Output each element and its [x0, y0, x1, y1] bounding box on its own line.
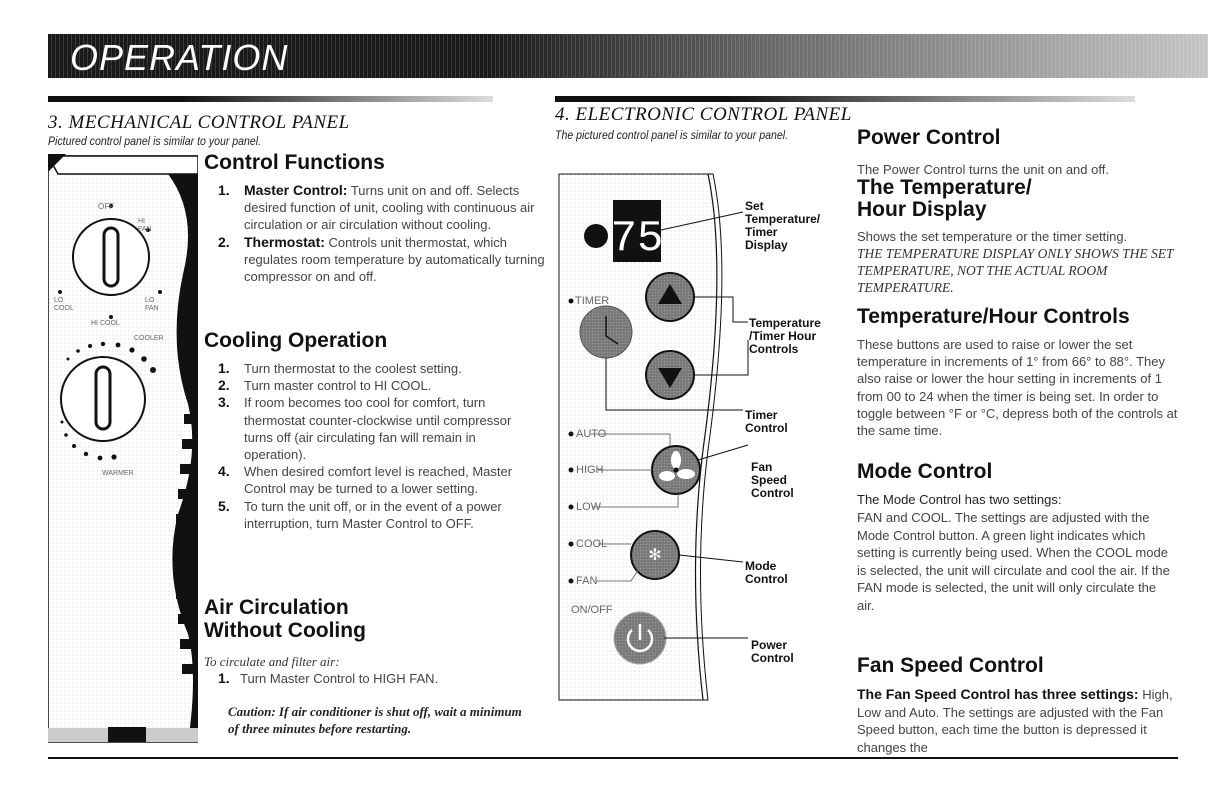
- air-circulation-subtitle: To circulate and filter air:: [204, 654, 340, 669]
- dial-label-hi-fan: HI FAN: [138, 218, 152, 233]
- temperature-display-note: THE TEMPERATURE DISPLAY ONLY SHOWS THE SET TEMPERATURE, NOT THE ACTUAL ROOM TEMPERATURE.: [857, 246, 1174, 295]
- callout-line: Display: [745, 238, 788, 252]
- panel-label-high: HIGH: [576, 464, 604, 476]
- banner-fade: [488, 34, 1208, 78]
- temperature-display-title-2: Hour Display: [857, 198, 987, 221]
- callout-timer: [745, 409, 788, 435]
- section-3-subtitle: Pictured control panel is similar to your panel.: [48, 134, 262, 148]
- fan-speed-control-title: Fan Speed Control: [857, 654, 1044, 677]
- list-text: Turns unit on and off. Selects desired function of unit, cooling with continuous air circulation or air circulation without cooling.: [244, 183, 535, 233]
- list-number: 1.: [218, 360, 230, 376]
- page-title: OPERATION: [70, 37, 289, 78]
- list-text: When desired comfort level is reached, Master Control may be turned to a lower setting.: [244, 464, 513, 497]
- callout-mode: [745, 560, 788, 586]
- control-functions-list: [218, 182, 558, 285]
- list-number: 3.: [218, 394, 230, 411]
- list-number: 2.: [218, 233, 230, 250]
- fan-speed-bold: The Fan Speed Control has three settings:: [857, 686, 1139, 702]
- callout-line: Control: [745, 421, 788, 435]
- panel-label-on-off: ON/OFF: [571, 604, 613, 616]
- callout-line: Set: [745, 199, 764, 213]
- section-3-heading: 3. MECHANICAL CONTROL PANEL: [48, 112, 350, 133]
- fan-speed-control-text: [857, 686, 1177, 756]
- list-item: [218, 234, 558, 286]
- caution-note: Caution: If air conditioner is shut off, wait a minimum of three minutes before restarting.: [228, 704, 522, 736]
- dial-label-lo-cool: LO COOL: [54, 297, 74, 312]
- air-circulation-title-2: Without Cooling: [204, 619, 366, 642]
- mechanical-panel-illustration: [48, 154, 198, 748]
- mode-control-title: Mode Control: [857, 460, 993, 483]
- callout-line: Power: [751, 638, 788, 652]
- air-circulation-title: Air Circulation: [204, 596, 349, 619]
- temperature-hour-controls-text: These buttons are used to raise or lower the set temperature in increments of 1° from 66° to 88°. They also raise or lower the hour setting in increments of 1 from 00 to 24 when the timer is being set. In order to toggle between °F or °C, depress both of the controls at the same time.: [857, 337, 1178, 439]
- callout-line: /Timer Hour: [749, 329, 817, 343]
- list-text: Turn Master Control to HIGH FAN.: [240, 671, 439, 686]
- section-4-heading: 4. ELECTRONIC CONTROL PANEL: [555, 104, 852, 125]
- header-banner: [48, 34, 1208, 78]
- callout-line: Controls: [749, 342, 799, 356]
- callout-set-temperature: [745, 200, 820, 252]
- power-control-title: Power Control: [857, 126, 1001, 149]
- callout-line: Temperature: [749, 316, 821, 330]
- svg-text:✻: ✻: [648, 545, 662, 564]
- footer-rule: [48, 757, 1178, 759]
- section-4-rule: [555, 96, 1135, 102]
- fan-speed-body: High, Low and Auto. The settings are adjusted with the Fan Speed button, each time the button is depressed it changes the: [857, 687, 1173, 755]
- callout-fan-speed: [751, 461, 794, 500]
- list-text: Turn master control to HI COOL.: [244, 378, 432, 394]
- list-number: 2.: [218, 377, 230, 394]
- power-control-text: The Power Control turns the unit on and off.: [857, 162, 1109, 177]
- temperature-display-value: 75: [610, 214, 664, 264]
- temperature-display-text: Shows the set temperature or the timer setting.: [857, 229, 1128, 244]
- panel-label-timer: TIMER: [575, 295, 610, 307]
- section-4-subtitle: The pictured control panel is similar to your panel.: [555, 128, 789, 142]
- list-bold: Thermostat:: [244, 233, 325, 250]
- panel-label-cool: COOL: [576, 538, 608, 550]
- section-3-rule: [48, 96, 493, 102]
- panel-label-auto: AUTO: [576, 428, 607, 440]
- list-number: 1.: [218, 182, 230, 198]
- list-number: 5.: [218, 497, 230, 514]
- panel-label-low: LOW: [576, 501, 602, 513]
- temperature-display-title: The Temperature/: [857, 176, 1032, 199]
- dial-label-lo-fan: LO FAN: [145, 297, 159, 312]
- callout-line: Speed: [751, 473, 788, 487]
- callout-line: Mode: [745, 559, 777, 573]
- mode-control-intro: The Mode Control has two settings:: [857, 492, 1062, 507]
- callout-line: Temperature/: [745, 212, 821, 226]
- control-functions-title: Control Functions: [204, 151, 385, 174]
- callout-line: Control: [751, 651, 794, 665]
- list-text: To turn the unit off, or in the event of a power interruption, turn Master Control to OFF.: [244, 498, 502, 531]
- dial-label-off: OFF: [98, 202, 114, 211]
- list-item: [218, 463, 533, 497]
- list-item: [218, 182, 558, 234]
- list-number: 4.: [218, 463, 230, 480]
- dial-label-warmer: WARMER: [102, 470, 134, 477]
- temperature-hour-controls-title: Temperature/Hour Controls: [857, 305, 1130, 328]
- list-text: If room becomes too cool for comfort, turn thermostat counter-clockwise until compressor turns off (air circulating fan will remain in operation).: [244, 395, 512, 463]
- list-bold: Master Control:: [244, 182, 348, 198]
- list-item: [218, 360, 533, 377]
- list-text: Turn thermostat to the coolest setting.: [244, 361, 462, 376]
- callout-line: Timer: [745, 225, 778, 239]
- list-item: [218, 394, 533, 463]
- mode-control-text: FAN and COOL. The settings are adjusted with the Mode Control button. A green light indicates which setting is currently being used. When the COOL mode is selected, the unit will circulate and cool the air. If the FAN mode is selected, the unit will only circulate the air.: [857, 510, 1170, 613]
- dial-label-hi-cool: HI COOL: [91, 320, 120, 327]
- cooling-operation-list: [218, 360, 533, 532]
- list-text: Controls unit thermostat, which regulates room temperature by automatically turning compressor on and off.: [244, 234, 545, 285]
- callout-line: Control: [745, 572, 788, 586]
- callout-power: [751, 639, 794, 665]
- callout-line: Control: [751, 486, 794, 500]
- cooling-operation-title: Cooling Operation: [204, 329, 388, 352]
- list-number: 1.: [218, 670, 230, 686]
- callout-temperature-hour: [749, 317, 821, 356]
- list-item: [218, 498, 533, 532]
- callout-line: Timer: [745, 408, 778, 422]
- list-item: [218, 377, 533, 394]
- panel-label-fan: FAN: [576, 575, 598, 587]
- air-circulation-item: [218, 670, 438, 687]
- callout-line: Fan: [751, 460, 773, 474]
- dial-label-cooler: COOLER: [134, 335, 164, 342]
